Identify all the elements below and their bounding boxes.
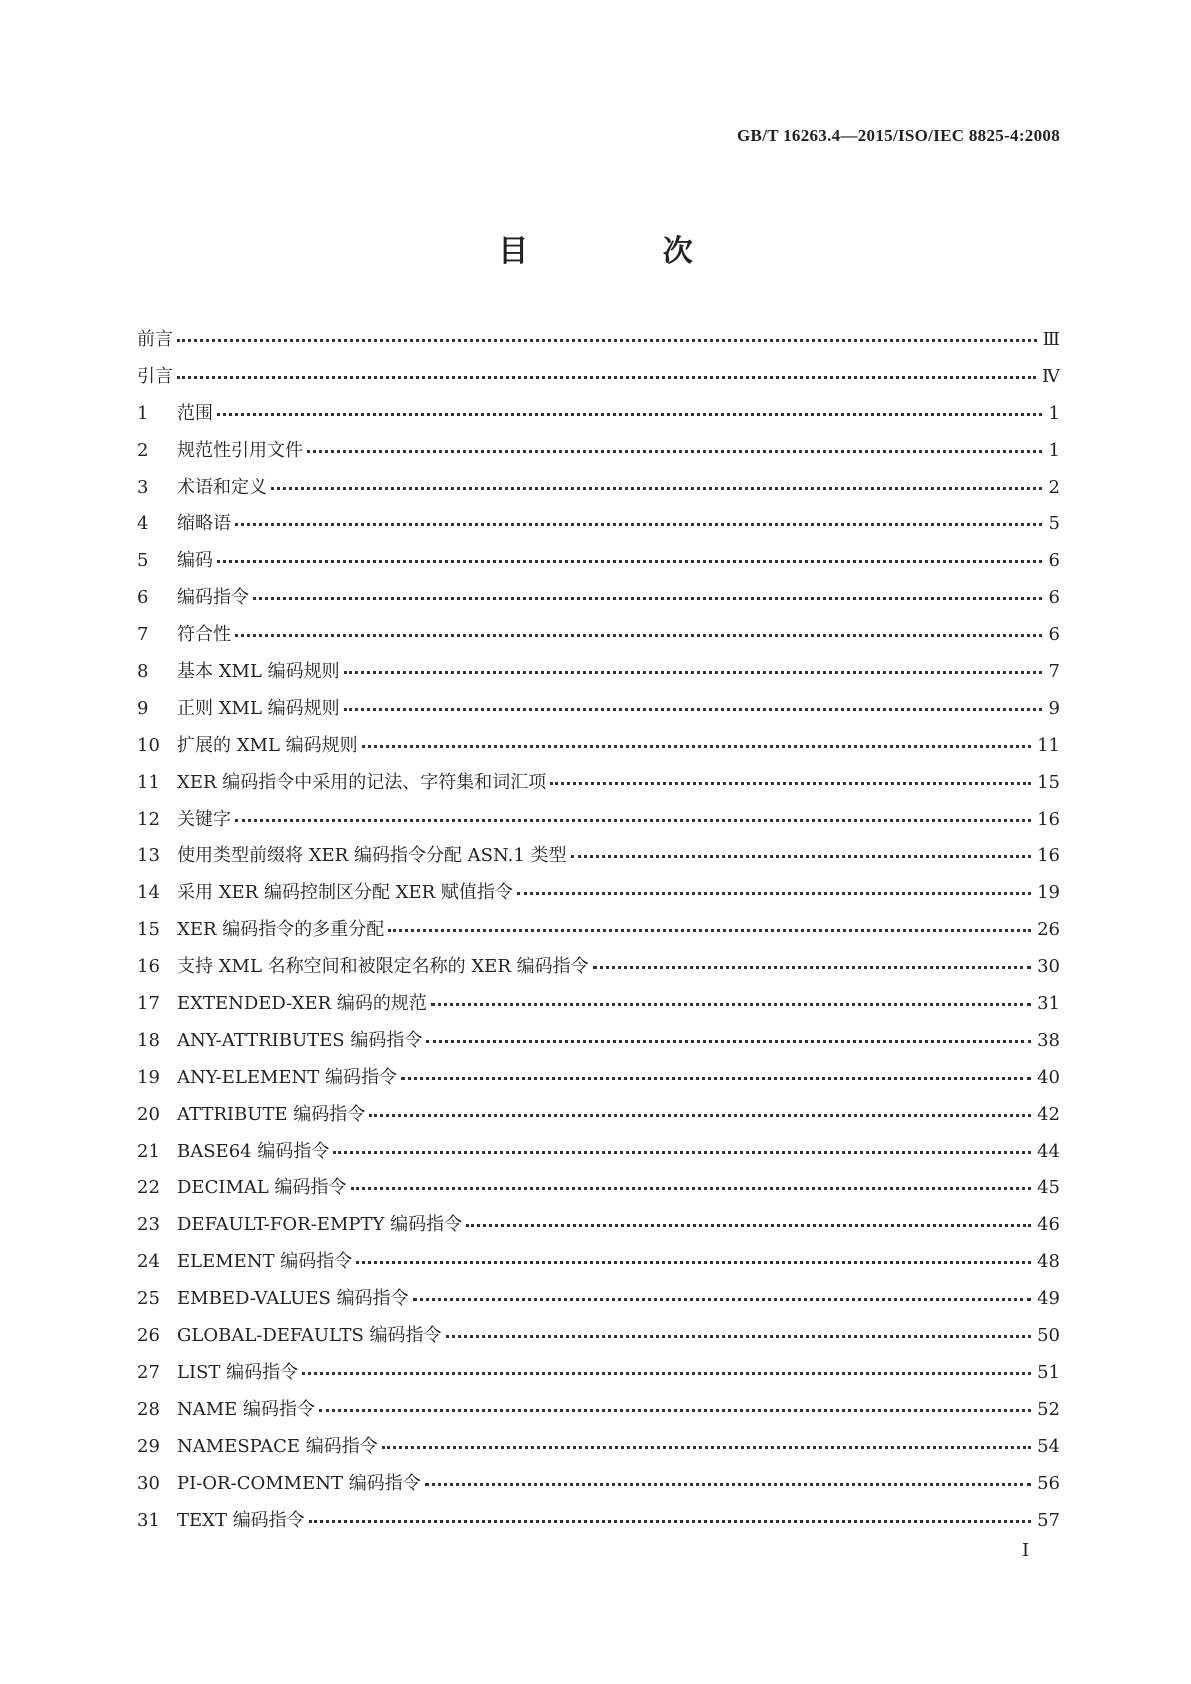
toc-entry-page: 6 xyxy=(1048,587,1060,609)
dot-leader xyxy=(235,622,1042,640)
toc-entry[interactable] xyxy=(137,731,1060,768)
toc-entry-label: NAMESPACE 编码指令 xyxy=(177,1435,378,1457)
toc-entry[interactable] xyxy=(137,473,1060,510)
toc-entry[interactable] xyxy=(137,694,1060,731)
dot-leader xyxy=(388,917,1031,935)
toc-entry-page: 1 xyxy=(1048,439,1060,461)
toc-entry-page: Ⅳ xyxy=(1042,365,1060,387)
toc-entry[interactable] xyxy=(137,989,1060,1026)
toc-entry[interactable] xyxy=(137,325,1060,362)
toc-entry-label: 前言 xyxy=(137,329,173,350)
toc-entry-label: ANY-ELEMENT 编码指令 xyxy=(177,1066,398,1088)
toc-entry[interactable] xyxy=(137,1506,1060,1543)
toc-entry[interactable] xyxy=(137,1321,1060,1358)
toc-entry-label: ATTRIBUTE 编码指令 xyxy=(177,1103,366,1125)
dot-leader xyxy=(253,585,1042,603)
toc-entry-number: 8 xyxy=(137,661,149,683)
page-title: 目 次 xyxy=(498,234,755,269)
toc-entry-number: 20 xyxy=(137,1103,160,1125)
dot-leader xyxy=(369,1102,1031,1120)
toc-entry-number: 6 xyxy=(137,587,149,609)
toc-entry-label: 引言 xyxy=(137,365,173,387)
toc-entry[interactable] xyxy=(137,1100,1060,1137)
toc-entry-number: 16 xyxy=(137,956,160,978)
toc-entry-label: 采用 XER 编码控制区分配 XER 赋值指令 xyxy=(177,882,513,904)
toc-entry[interactable] xyxy=(137,841,1060,878)
toc-entry-page: 44 xyxy=(1037,1140,1060,1162)
toc-entry-label: 使用类型前缀将 XER 编码指令分配 ASN.1 类型 xyxy=(177,845,567,867)
toc-entry[interactable] xyxy=(137,1210,1060,1247)
toc-entry-label: TEXT 编码指令 xyxy=(177,1509,305,1531)
toc-entry-label: 符合性 xyxy=(177,624,231,646)
toc-entry-page: 46 xyxy=(1037,1214,1060,1236)
toc-entry[interactable] xyxy=(137,1247,1060,1284)
toc-entry-page: 1 xyxy=(1048,402,1060,424)
toc-entry-label: 扩展的 XML 编码规则 xyxy=(177,734,358,756)
toc-entry-number: 19 xyxy=(137,1066,160,1088)
toc-entry-number: 27 xyxy=(137,1361,160,1383)
table-of-contents xyxy=(137,325,1060,1542)
toc-entry-page: 16 xyxy=(1037,845,1060,867)
toc-entry-label: DECIMAL 编码指令 xyxy=(177,1177,347,1199)
toc-entry-page: 42 xyxy=(1037,1103,1060,1125)
toc-entry[interactable] xyxy=(137,915,1060,952)
dot-leader xyxy=(344,696,1042,714)
toc-entry-number: 10 xyxy=(137,734,160,756)
toc-entry-number: 17 xyxy=(137,993,160,1015)
toc-entry-label: PI-OR-COMMENT 编码指令 xyxy=(177,1472,421,1494)
toc-entry-number: 29 xyxy=(137,1435,160,1457)
toc-entry-label: 编码 xyxy=(177,550,213,572)
toc-entry-number: 21 xyxy=(137,1140,160,1162)
toc-entry[interactable] xyxy=(137,436,1060,473)
dot-leader xyxy=(382,1434,1031,1452)
toc-entry-page: 45 xyxy=(1037,1177,1060,1199)
toc-entry-label: 术语和定义 xyxy=(177,476,267,498)
dot-leader xyxy=(235,511,1042,529)
toc-entry-page: 56 xyxy=(1037,1472,1060,1494)
toc-entry[interactable] xyxy=(137,805,1060,842)
toc-entry-label: XER 编码指令的多重分配 xyxy=(177,919,385,941)
dot-leader xyxy=(446,1323,1032,1341)
toc-entry-page: 2 xyxy=(1048,476,1060,498)
toc-entry-label: GLOBAL-DEFAULTS 编码指令 xyxy=(177,1325,442,1347)
toc-entry-label: ANY-ATTRIBUTES 编码指令 xyxy=(177,1029,423,1051)
toc-entry-number: 30 xyxy=(137,1472,160,1494)
toc-entry[interactable] xyxy=(137,362,1060,399)
dot-leader xyxy=(362,733,1031,751)
toc-entry-page: 6 xyxy=(1048,550,1060,572)
toc-entry[interactable] xyxy=(137,509,1060,546)
toc-entry-page: 54 xyxy=(1037,1435,1060,1457)
toc-entry-number: 31 xyxy=(137,1509,160,1531)
dot-leader xyxy=(235,807,1031,825)
dot-leader xyxy=(333,1139,1031,1157)
toc-entry[interactable] xyxy=(137,620,1060,657)
dot-leader xyxy=(517,880,1031,898)
dot-leader xyxy=(426,1028,1031,1046)
toc-entry-number: 9 xyxy=(137,697,149,719)
toc-entry-label: 范围 xyxy=(177,402,213,424)
toc-entry-number: 23 xyxy=(137,1214,160,1236)
dot-leader xyxy=(307,438,1042,456)
toc-entry[interactable] xyxy=(137,1063,1060,1100)
toc-entry-number: 12 xyxy=(137,808,160,830)
toc-entry-number: 1 xyxy=(137,402,149,424)
toc-entry[interactable] xyxy=(137,952,1060,989)
toc-entry[interactable] xyxy=(137,583,1060,620)
dot-leader xyxy=(271,475,1042,493)
toc-entry[interactable] xyxy=(137,1358,1060,1395)
dot-leader xyxy=(309,1508,1031,1526)
toc-entry[interactable] xyxy=(137,1173,1060,1210)
toc-entry-number: 22 xyxy=(137,1177,160,1199)
toc-entry-page: 57 xyxy=(1037,1509,1060,1531)
dot-leader xyxy=(466,1212,1031,1230)
dot-leader xyxy=(217,401,1042,419)
document-code-header: GB/T 16263.4—2015/ISO/IEC 8825-4:2008 xyxy=(737,126,1060,145)
toc-entry-number: 25 xyxy=(137,1288,160,1310)
toc-entry[interactable] xyxy=(137,878,1060,915)
toc-entry-page: 15 xyxy=(1037,771,1060,793)
dot-leader xyxy=(344,659,1042,677)
toc-entry-number: 3 xyxy=(137,476,149,498)
dot-leader xyxy=(593,954,1032,972)
dot-leader xyxy=(571,843,1032,861)
toc-entry-page: 31 xyxy=(1037,993,1060,1015)
toc-entry-page: 38 xyxy=(1037,1029,1060,1051)
toc-entry-number: 18 xyxy=(137,1029,160,1051)
dot-leader xyxy=(302,1360,1031,1378)
toc-entry-page: 9 xyxy=(1048,697,1060,719)
toc-entry-label: LIST 编码指令 xyxy=(177,1361,299,1383)
dot-leader xyxy=(413,1286,1032,1304)
toc-entry-label: 缩略语 xyxy=(177,513,231,535)
toc-entry-page: 16 xyxy=(1037,808,1060,830)
dot-leader xyxy=(319,1397,1031,1415)
toc-entry-number: 14 xyxy=(137,882,160,904)
toc-entry-number: 5 xyxy=(137,550,149,572)
toc-entry-label: 编码指令 xyxy=(177,587,249,609)
dot-leader xyxy=(425,1471,1031,1489)
toc-entry-page: 11 xyxy=(1037,734,1060,756)
toc-entry-label: 支持 XML 名称空间和被限定名称的 XER 编码指令 xyxy=(177,956,589,978)
toc-entry-label: EMBED-VALUES 编码指令 xyxy=(177,1288,409,1310)
toc-entry-number: 26 xyxy=(137,1325,160,1347)
toc-entry-page: 49 xyxy=(1037,1288,1060,1310)
toc-entry-page: Ⅲ xyxy=(1042,329,1060,350)
toc-entry-page: 6 xyxy=(1048,624,1060,646)
toc-entry[interactable] xyxy=(137,1284,1060,1321)
toc-entry-number: 13 xyxy=(137,845,160,867)
toc-entry-label: BASE64 编码指令 xyxy=(177,1140,330,1162)
toc-entry-number: 24 xyxy=(137,1251,160,1273)
toc-entry-number: 15 xyxy=(137,919,160,941)
dot-leader xyxy=(550,770,1031,788)
toc-entry[interactable] xyxy=(137,1469,1060,1506)
toc-entry-label: ELEMENT 编码指令 xyxy=(177,1251,353,1273)
toc-entry[interactable] xyxy=(137,768,1060,805)
dot-leader xyxy=(217,548,1042,566)
toc-entry-label: 规范性引用文件 xyxy=(177,439,303,461)
toc-entry-label: 正则 XML 编码规则 xyxy=(177,697,340,719)
toc-entry-page: 51 xyxy=(1037,1361,1060,1383)
page-number: I xyxy=(1022,1540,1030,1561)
toc-entry[interactable] xyxy=(137,546,1060,583)
toc-entry[interactable] xyxy=(137,1026,1060,1063)
toc-entry[interactable] xyxy=(137,1432,1060,1469)
dot-leader xyxy=(356,1249,1031,1267)
dot-leader xyxy=(177,327,1037,345)
dot-leader xyxy=(401,1065,1031,1083)
toc-entry-page: 26 xyxy=(1037,919,1060,941)
dot-leader xyxy=(431,991,1031,1009)
toc-entry-label: NAME 编码指令 xyxy=(177,1398,316,1420)
toc-entry-label: DEFAULT-FOR-EMPTY 编码指令 xyxy=(177,1214,463,1236)
toc-entry-number: 7 xyxy=(137,624,149,646)
toc-entry-page: 30 xyxy=(1037,956,1060,978)
toc-entry-page: 19 xyxy=(1037,882,1060,904)
toc-entry-page: 7 xyxy=(1048,661,1060,683)
toc-entry-number: 2 xyxy=(137,439,149,461)
toc-entry-page: 48 xyxy=(1037,1251,1060,1273)
toc-entry-page: 5 xyxy=(1048,513,1060,535)
toc-entry[interactable] xyxy=(137,399,1060,436)
toc-entry[interactable] xyxy=(137,1395,1060,1432)
dot-leader xyxy=(177,364,1036,382)
toc-entry-label: 关键字 xyxy=(177,808,231,830)
toc-entry[interactable] xyxy=(137,1137,1060,1174)
toc-entry-label: 基本 XML 编码规则 xyxy=(177,661,340,683)
toc-entry-number: 28 xyxy=(137,1398,160,1420)
toc-entry-label: EXTENDED-XER 编码的规范 xyxy=(177,993,427,1015)
toc-entry-page: 52 xyxy=(1037,1398,1060,1420)
toc-entry-label: XER 编码指令中采用的记法、字符集和词汇项 xyxy=(177,771,547,793)
toc-entry-number: 4 xyxy=(137,513,149,535)
dot-leader xyxy=(351,1175,1032,1193)
toc-entry-number: 11 xyxy=(137,771,160,793)
toc-entry-page: 40 xyxy=(1037,1066,1060,1088)
toc-entry-page: 50 xyxy=(1037,1325,1060,1347)
toc-entry[interactable] xyxy=(137,657,1060,694)
